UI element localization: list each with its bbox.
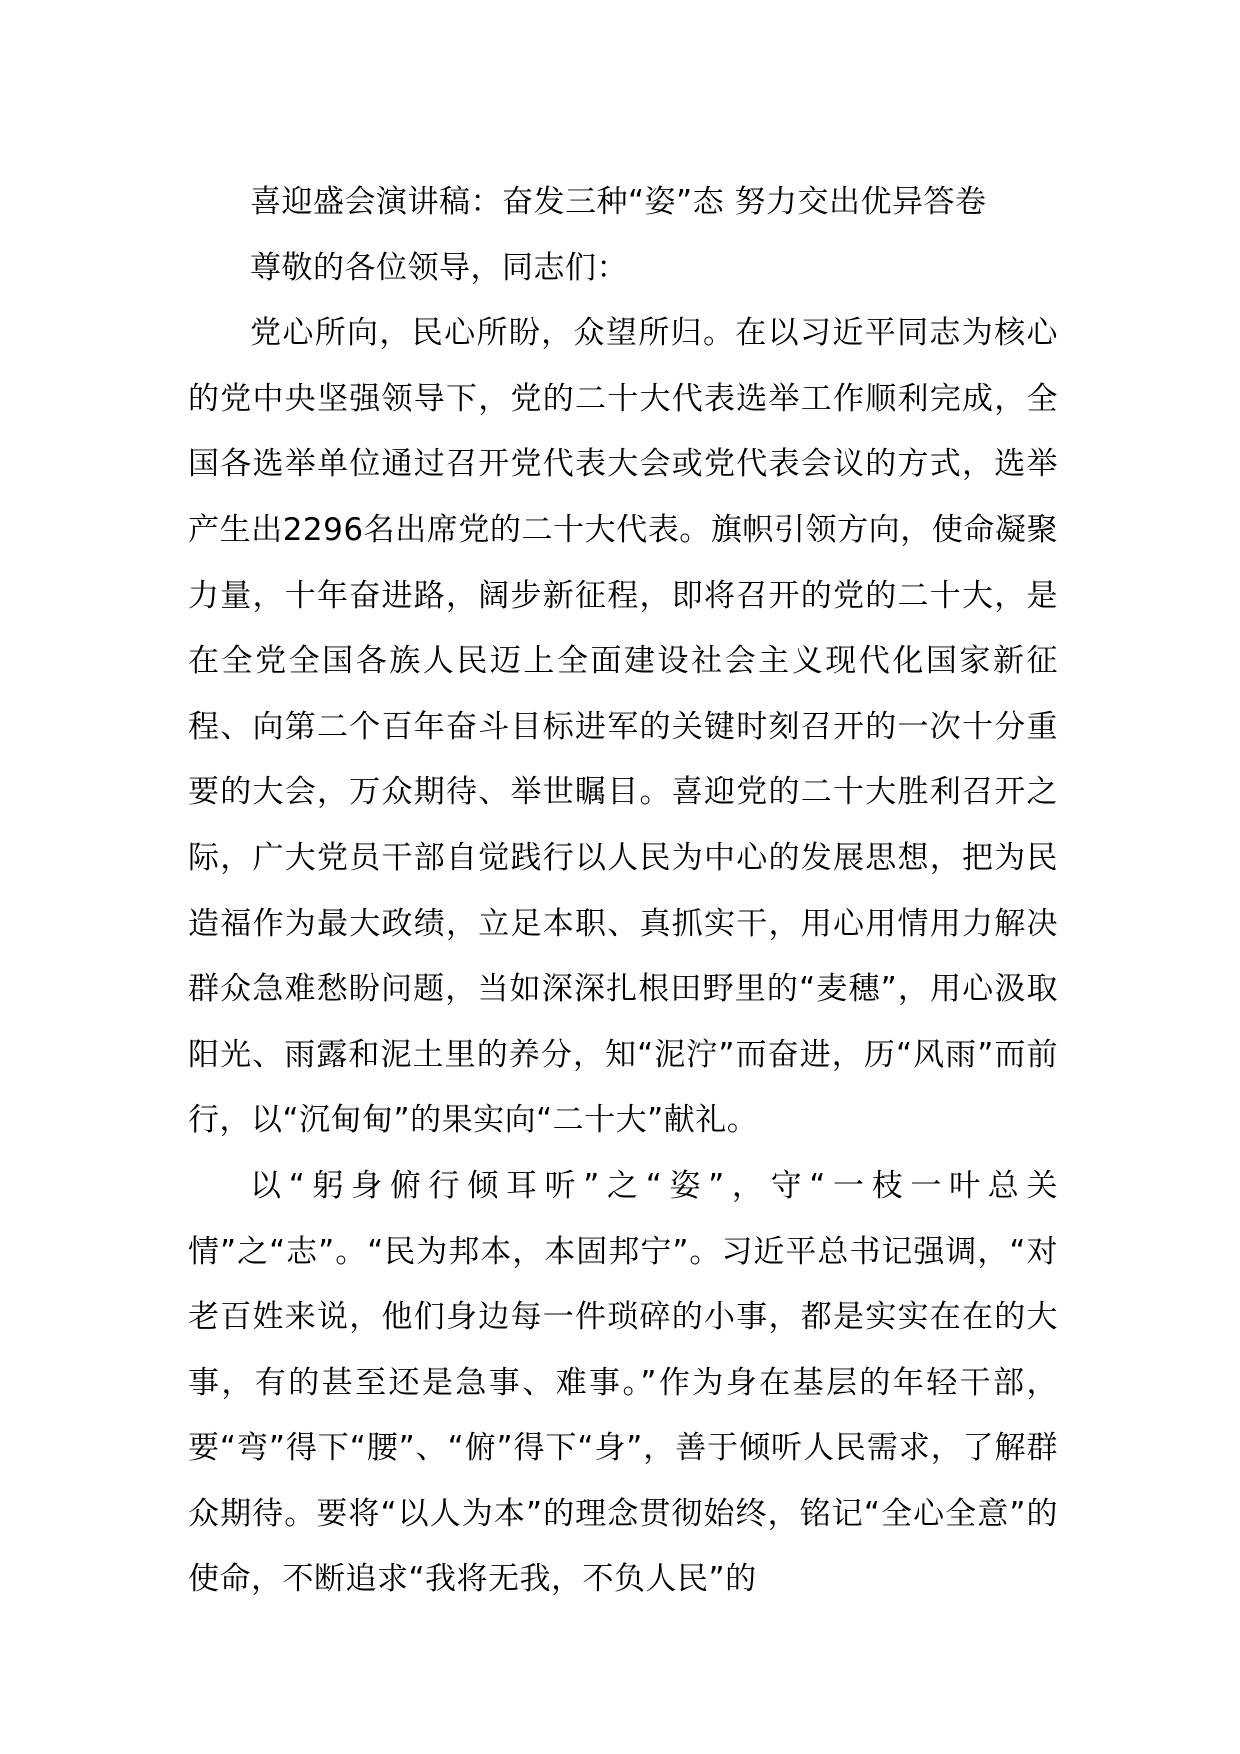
document-title: 喜迎盛会演讲稿：奋发三种“姿”态 努力交出优异答卷: [250, 184, 987, 220]
salutation: 尊敬的各位领导，同志们：: [250, 249, 628, 286]
paragraph-2: 以“躬身俯行倾耳听”之“姿”，守“一枝一叶总关情”之“志”。“民为邦本，本固邦宁”。习近平总书记强调，“对老百姓来说，他们身边每一件琐碎的小事，都是实实在在的大事，有的甚至还是急事、难事。”作为身在基层的年轻干部，要“弯”得下“腰”、“俯”得下“身”，善于倾听人民需求，了解群众期待。要将“以人为本”的理念贯彻始终，铭记“全心全意”的使命，不断追求“我将无我，不负人民”的: [188, 1167, 1058, 1598]
document-body: [188, 170, 1058, 1613]
paragraph-1: 党心所向，民心所盼，众望所归。在以习近平同志为核心的党中央坚强领导下，党的二十大代表选举工作顺利完成，全国各选举单位通过召开党代表大会或党代表会议的方式，选举产生出2296名出席党的二十大代表。旗帜引领方向，使命凝聚力量，十年奋进路，阔步新征程，即将召开的党的二十大，是在全党全国各族人民迈上全面建设社会主义现代化国家新征程、向第二个百年奋斗目标进军的关键时刻召开的一次十分重要的大会，万众期待、举世瞩目。喜迎党的二十大胜利召开之际，广大党员干部自觉践行以人民为中心的发展思想，把为民造福作为最大政绩，立足本职、真抓实干，用心用情用力解决群众急难愁盼问题，当如深深扎根田野里的“麦穗”，用心汲取阳光、雨露和泥土里的养分，知“泥泞”而奋进，历“风雨”而前行，以“沉甸甸”的果实向“二十大”献礼。: [188, 315, 1058, 1139]
